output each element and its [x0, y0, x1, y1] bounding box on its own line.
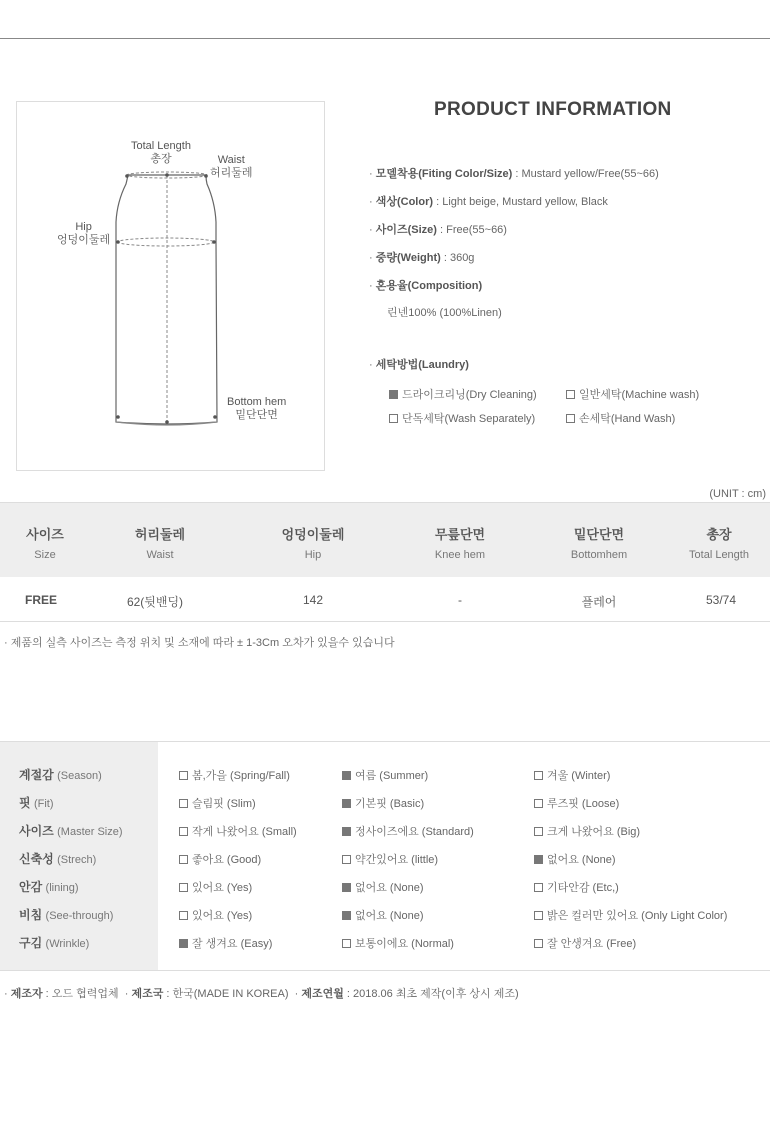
laundry-label: 세탁방법(Laundry): [375, 359, 469, 371]
feel-option: 잘 안생겨요 (Free): [534, 935, 636, 951]
manufacturer-info: · 제조자 : 오드 협력업체 · 제조국 : 한국(MADE IN KOREA) · 제조연월 : 2018.06 최초 제작(이후 상시 제조): [4, 988, 519, 1000]
checkbox-empty-icon: [179, 771, 188, 780]
checkbox-checked-icon: [342, 799, 351, 808]
feel-option: 크게 나왔어요 (Big): [534, 823, 640, 839]
feel-option: 루즈핏 (Loose): [534, 795, 619, 811]
checkbox-empty-icon: [534, 883, 543, 892]
color-label: 색상(Color): [375, 196, 434, 208]
feel-option: 기타안감 (Etc,): [534, 879, 619, 895]
feel-option: 없어요 (None): [342, 907, 424, 923]
cell-size: FREE: [24, 593, 57, 607]
feel-row-label: 안감 (lining): [19, 880, 79, 894]
checkbox-checked-icon: [179, 939, 188, 948]
feel-divider-bottom: [0, 970, 770, 971]
fitting-value: Mustard yellow/Free(55~66): [521, 168, 659, 180]
checkbox-checked-icon: [389, 390, 398, 399]
checkbox-empty-icon: [342, 855, 351, 864]
feel-row-label: 구김 (Wrinkle): [19, 936, 90, 950]
size-label: 사이즈(Size): [375, 224, 437, 236]
date-value: 2018.06 최초 제작(이후 상시 제조): [353, 988, 519, 1000]
checkbox-empty-icon: [179, 911, 188, 920]
feel-row-label: 사이즈 (Master Size): [19, 824, 123, 838]
feel-row-label: 계절감 (Season): [19, 768, 102, 782]
feel-row-label: 신축성 (Strech): [19, 852, 97, 866]
feel-option: 없어요 (None): [534, 851, 616, 867]
laundry-hand-wash: 손세탁(Hand Wash): [566, 410, 675, 426]
checkbox-checked-icon: [342, 827, 351, 836]
cell-bottom: 플레어: [581, 595, 617, 609]
checkbox-empty-icon: [179, 855, 188, 864]
feel-option: 보통이에요 (Normal): [342, 935, 454, 951]
checkbox-empty-icon: [389, 414, 398, 423]
feel-option: 겨울 (Winter): [534, 767, 610, 783]
laundry-row: · 세탁방법(Laundry): [369, 359, 469, 371]
fitting-label: 모델착용(Fiting Color/Size): [375, 168, 513, 180]
feel-option: 있어요 (Yes): [179, 879, 252, 895]
header-waist: 허리둘레 Waist: [134, 527, 186, 561]
size-note: · 제품의 실측 사이즈는 측정 위치 및 소재에 따라 ± 1-3Cm 오차가 있을수 있습니다: [4, 637, 395, 649]
cell-total-length: 53/74: [705, 593, 737, 607]
checkbox-checked-icon: [534, 855, 543, 864]
product-info-title: PRODUCT INFORMATION: [434, 99, 672, 120]
weight-row: · 중량(Weight) : 360g: [369, 252, 475, 264]
maker-label: 제조자: [10, 988, 43, 1000]
feel-option: 봄,가을 (Spring/Fall): [179, 767, 290, 783]
measurement-diagram: [16, 101, 325, 471]
cell-waist: 62(뒷밴딩): [126, 595, 184, 609]
fitting-row: · 모델착용(Fiting Color/Size) : Mustard yellow/Free(55~66): [369, 168, 659, 180]
color-value: Light beige, Mustard yellow, Black: [442, 196, 608, 208]
checkbox-empty-icon: [179, 799, 188, 808]
waist-label: Waist 허리둘레: [210, 154, 253, 179]
header-hip: 엉덩이둘레 Hip: [281, 527, 345, 561]
feel-row-label: 비침 (See-through): [19, 908, 114, 922]
header-size: 사이즈 Size: [26, 527, 64, 561]
checkbox-empty-icon: [534, 827, 543, 836]
composition-value: 린넨100% (100%Linen): [387, 307, 502, 319]
checkbox-checked-icon: [342, 911, 351, 920]
cell-knee: -: [458, 593, 462, 607]
weight-value: 360g: [449, 252, 475, 264]
composition-row: · 혼용율(Composition): [369, 280, 483, 292]
feel-option: 기본핏 (Basic): [342, 795, 424, 811]
size-row: · 사이즈(Size) : Free(55~66): [369, 224, 507, 236]
feel-option: 슬림핏 (Slim): [179, 795, 256, 811]
checkbox-empty-icon: [534, 911, 543, 920]
bottom-hem-label: Bottom hem 밑단단면: [227, 396, 287, 421]
checkbox-checked-icon: [342, 771, 351, 780]
checkbox-empty-icon: [566, 390, 575, 399]
checkbox-empty-icon: [342, 939, 351, 948]
composition-label: 혼용율(Composition): [375, 280, 483, 292]
top-divider: [0, 38, 770, 39]
table-row: [0, 577, 770, 622]
cell-hip: 142: [302, 593, 324, 607]
header-knee: 무릎단면 Knee hem: [434, 527, 486, 561]
feel-option: 없어요 (None): [342, 879, 424, 895]
laundry-machine-wash: 일반세탁(Machine wash): [566, 386, 699, 402]
laundry-dry-cleaning: 드라이크리닝(Dry Cleaning): [389, 386, 537, 402]
checkbox-empty-icon: [534, 799, 543, 808]
feel-option: 좋아요 (Good): [179, 851, 261, 867]
country-value: 한국(MADE IN KOREA): [172, 988, 289, 1000]
maker-value: 오드 협력업체: [51, 988, 119, 1000]
country-label: 제조국: [131, 988, 164, 1000]
weight-label: 중량(Weight): [375, 252, 441, 264]
total-length-label: Total Length 총장: [131, 140, 191, 165]
hip-label: Hip 엉덩이둘레: [57, 221, 111, 246]
feel-option: 정사이즈에요 (Standard): [342, 823, 474, 839]
checkbox-empty-icon: [179, 883, 188, 892]
feel-option: 작게 나왔어요 (Small): [179, 823, 297, 839]
header-bottom: 밑단단면 Bottomhem: [570, 527, 628, 561]
color-row: · 색상(Color) : Light beige, Mustard yellow, Black: [369, 196, 608, 208]
date-label: 제조연월: [301, 988, 344, 1000]
size-value: Free(55~66): [446, 224, 507, 236]
feel-option: 약간있어요 (little): [342, 851, 438, 867]
feel-option: 잘 생겨요 (Easy): [179, 935, 272, 951]
size-table-header: [0, 502, 770, 577]
laundry-wash-separately: 단독세탁(Wash Separately): [389, 410, 535, 426]
feel-row-label: 핏 (Fit): [19, 796, 54, 810]
checkbox-empty-icon: [179, 827, 188, 836]
feel-option: 밝은 컬러만 있어요 (Only Light Color): [534, 907, 727, 923]
checkbox-checked-icon: [342, 883, 351, 892]
checkbox-empty-icon: [534, 771, 543, 780]
checkbox-empty-icon: [534, 939, 543, 948]
feel-option: 여름 (Summer): [342, 767, 428, 783]
feel-option: 있어요 (Yes): [179, 907, 252, 923]
checkbox-empty-icon: [566, 414, 575, 423]
header-total-length: 총장 Total Length: [689, 527, 749, 561]
unit-label: (UNIT : cm): [709, 488, 766, 500]
